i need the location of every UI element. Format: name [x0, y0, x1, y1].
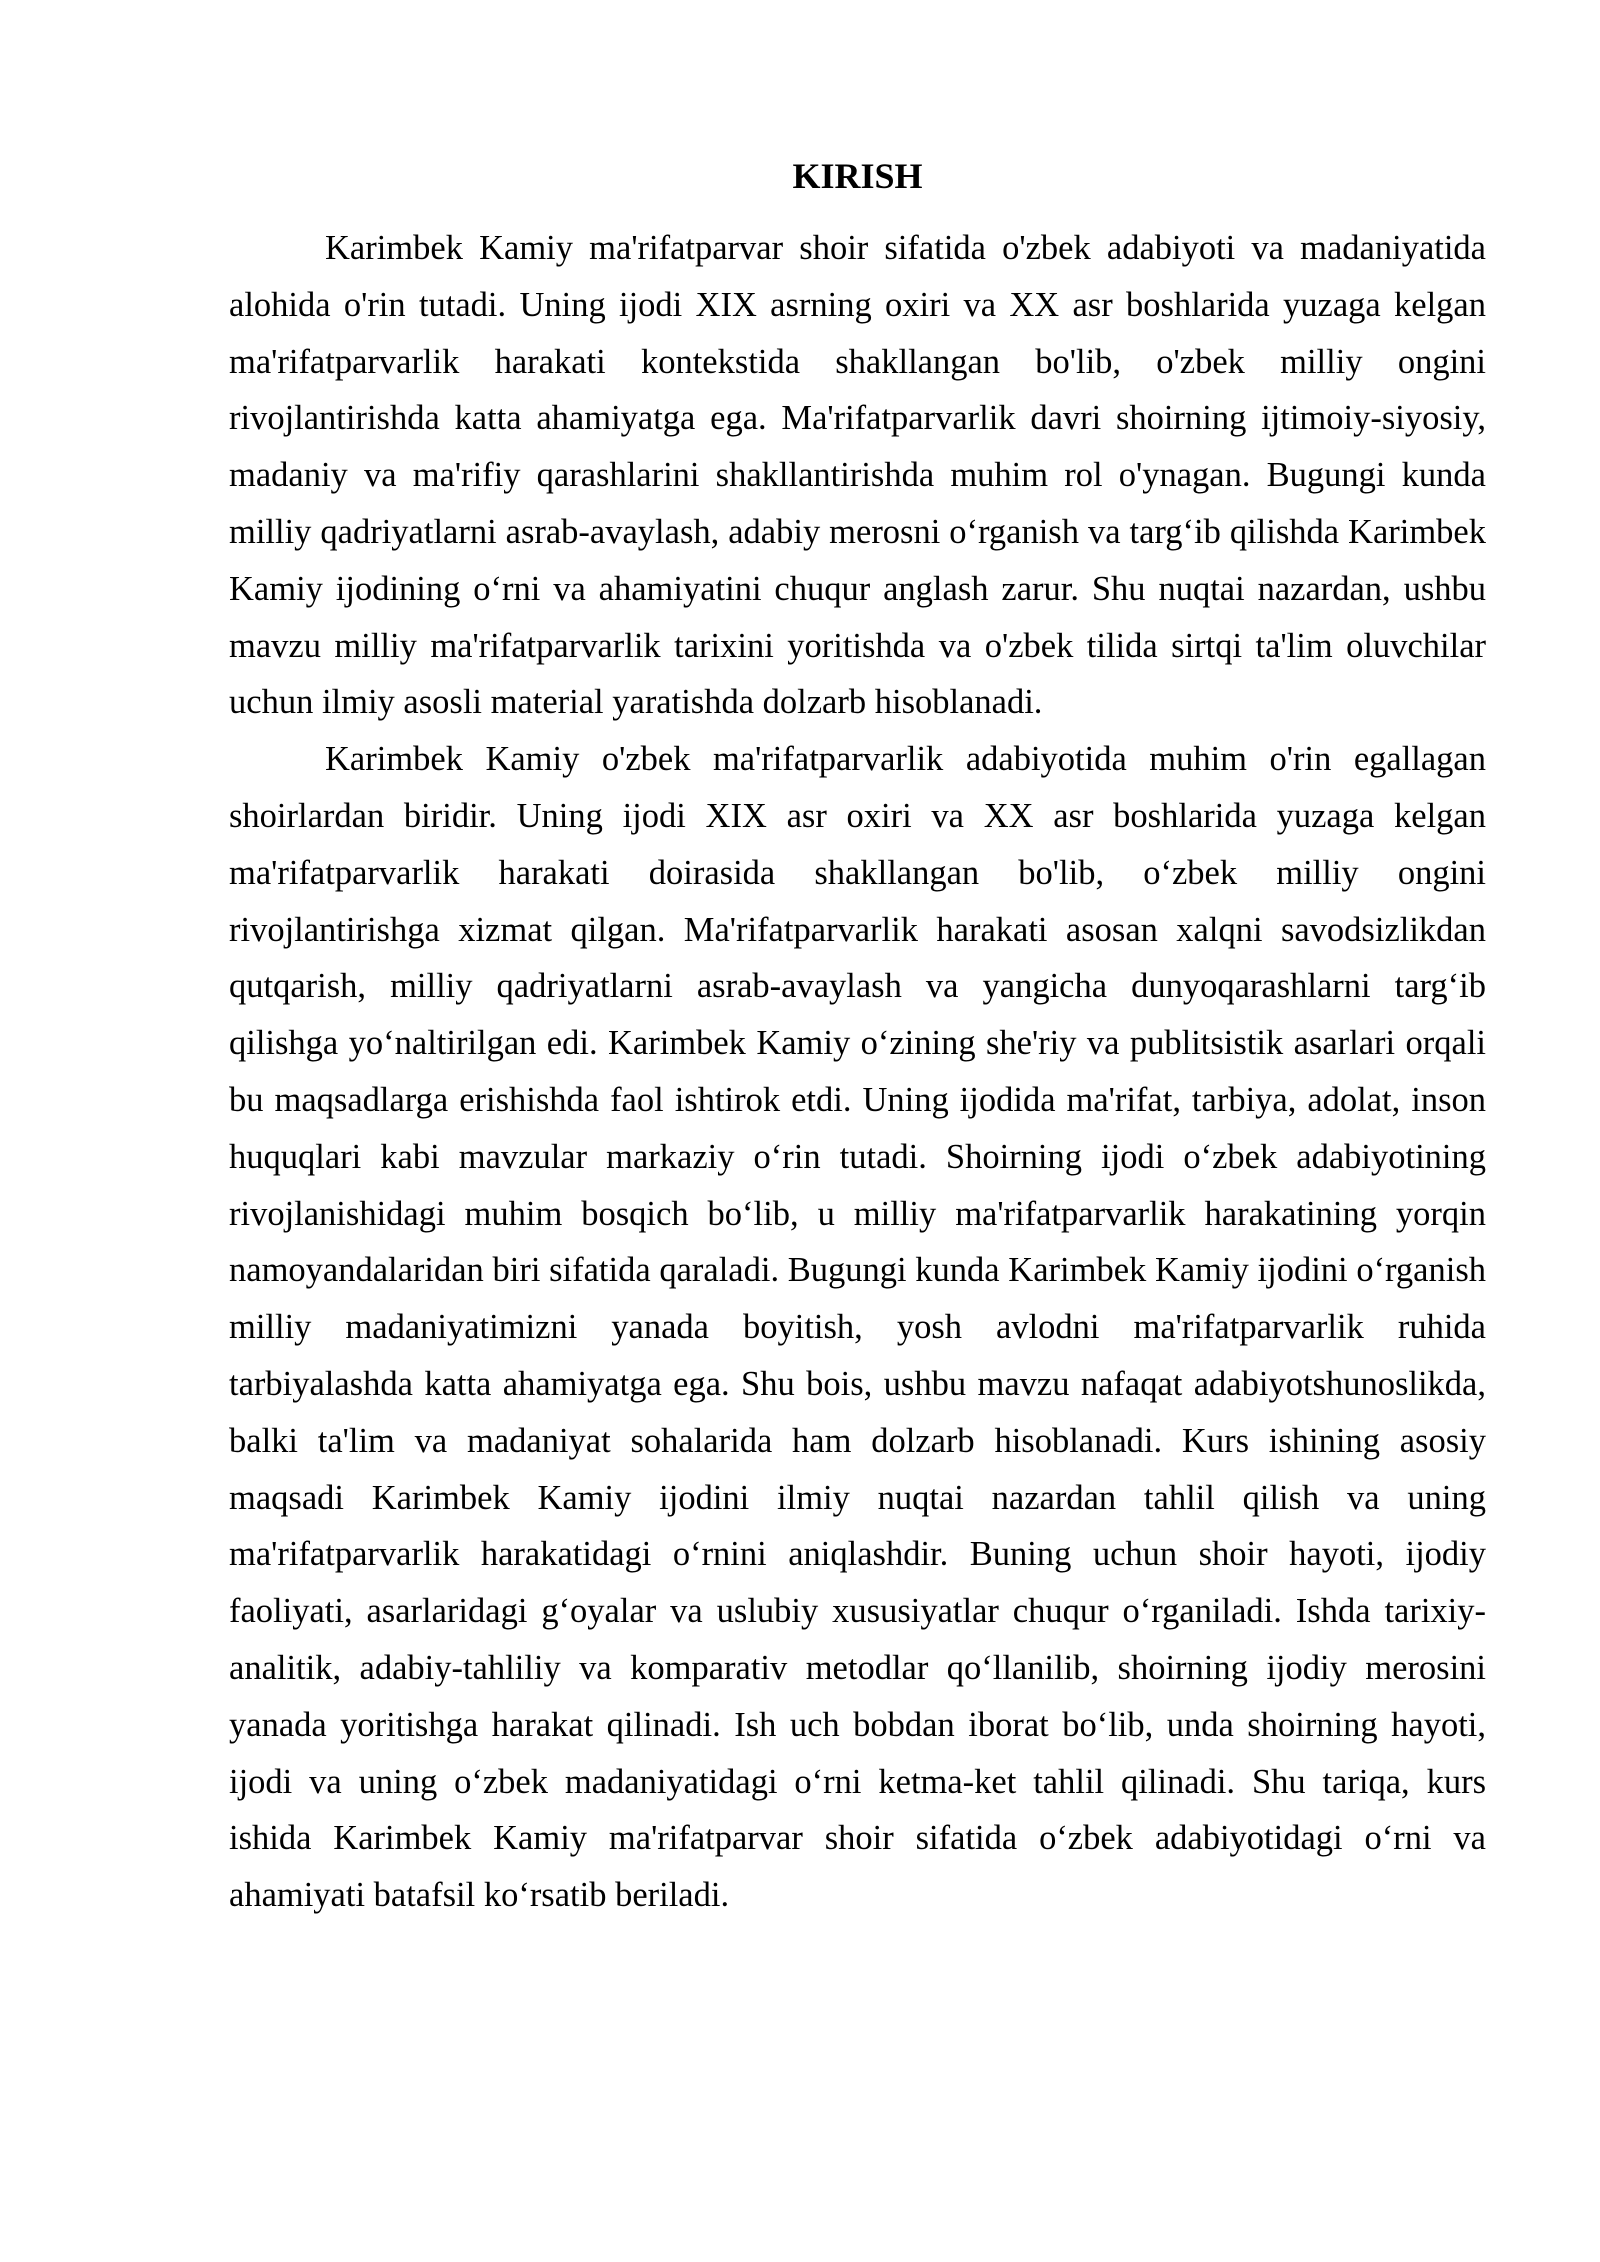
paragraph-2: Karimbek Kamiy o'zbek ma'rifatparvarlik adabiyotida muhim o'rin egallagan shoirlardan biridir. Uning ijodi XIX asr oxiri va XX asr boshlarida yuzaga kelgan ma'rifatparvarlik harakati doirasida shakllangan bo'lib, o‘zbek milliy ongini rivojlantirishga xizmat qilgan. Ma'rifatparvarlik harakati asosan xalqni savodsizlikdan qutqarish, milliy qadriyatlarni asrab-avaylash va yangicha dunyoqarashlarni targ‘ib qilishga yo‘naltirilgan edi. Karimbek Kamiy o‘zining she'riy va publitsistik asarlari orqali bu maqsadlarga erishishda faol ishtirok etdi. Uning ijodida ma'rifat, tarbiya, adolat, inson huquqlari kabi mavzular markaziy o‘rin tutadi. Shoirning ijodi o‘zbek adabiyotining rivojlanishidagi muhim bosqich bo‘lib, u milliy ma'rifatparvarlik harakatining yorqin namoyandalaridan biri sifatida qaraladi. Bugungi kunda Karimbek Kamiy ijodini o‘rganish milliy madaniyatimizni yanada boyitish, yosh avlodni ma'rifatparvarlik ruhida tarbiyalashda katta ahamiyatga ega. Shu bois, ushbu mavzu nafaqat adabiyotshunoslikda, balki ta'lim va madaniyat sohalarida ham dolzarb hisoblanadi. Kurs ishining asosiy maqsadi Karimbek Kamiy ijodini ilmiy nuqtai nazardan tahlil qilish va uning ma'rifatparvarlik harakatidagi o‘rnini aniqlashdir. Buning uchun shoir hayoti, ijodiy faoliyati, asarlaridagi g‘oyalar va uslubiy xususiyatlar chuqur o‘rganiladi. Ishda tarixiy-analitik, adabiy-tahliliy va komparativ metodlar qo‘llanilib, shoirning ijodiy merosini yanada yoritishga harakat qilinadi. Ish uch bobdan iborat bo‘lib, unda shoirning hayoti, ijodi va uning o‘zbek madaniyatidagi o‘rni ketma-ket tahlil qilinadi. Shu tariqa, kurs ishida Karimbek Kamiy ma'rifatparvar shoir sifatida o‘zbek adabiyotidagi o‘rni va ahamiyati batafsil ko‘rsatib beriladi. [229, 740, 1486, 1915]
document-body [229, 150, 1486, 1924]
page-title: KIRISH [792, 156, 923, 196]
paragraph-1: Karimbek Kamiy ma'rifatparvar shoir sifatida o'zbek adabiyoti va madaniyatida alohida o'rin tutadi. Uning ijodi XIX asrning oxiri va XX asr boshlarida yuzaga kelgan ma'rifatparvarlik harakati kontekstida shakllangan bo'lib, o'zbek milliy ongini rivojlantirishda katta ahamiyatga ega. Ma'rifatparvarlik davri shoirning ijtimoiy-siyosiy, madaniy va ma'rifiy qarashlarini shakllantirishda muhim rol o'ynagan. Bugungi kunda milliy qadriyatlarni asrab-avaylash, adabiy merosni o‘rganish va targ‘ib qilishda Karimbek Kamiy ijodining o‘rni va ahamiyatini chuqur anglash zarur. Shu nuqtai nazardan, ushbu mavzu milliy ma'rifatparvarlik tarixini yoritishda va o'zbek tilida sirtqi ta'lim oluvchilar uchun ilmiy asosli material yaratishda dolzarb hisoblanadi. [229, 229, 1486, 722]
